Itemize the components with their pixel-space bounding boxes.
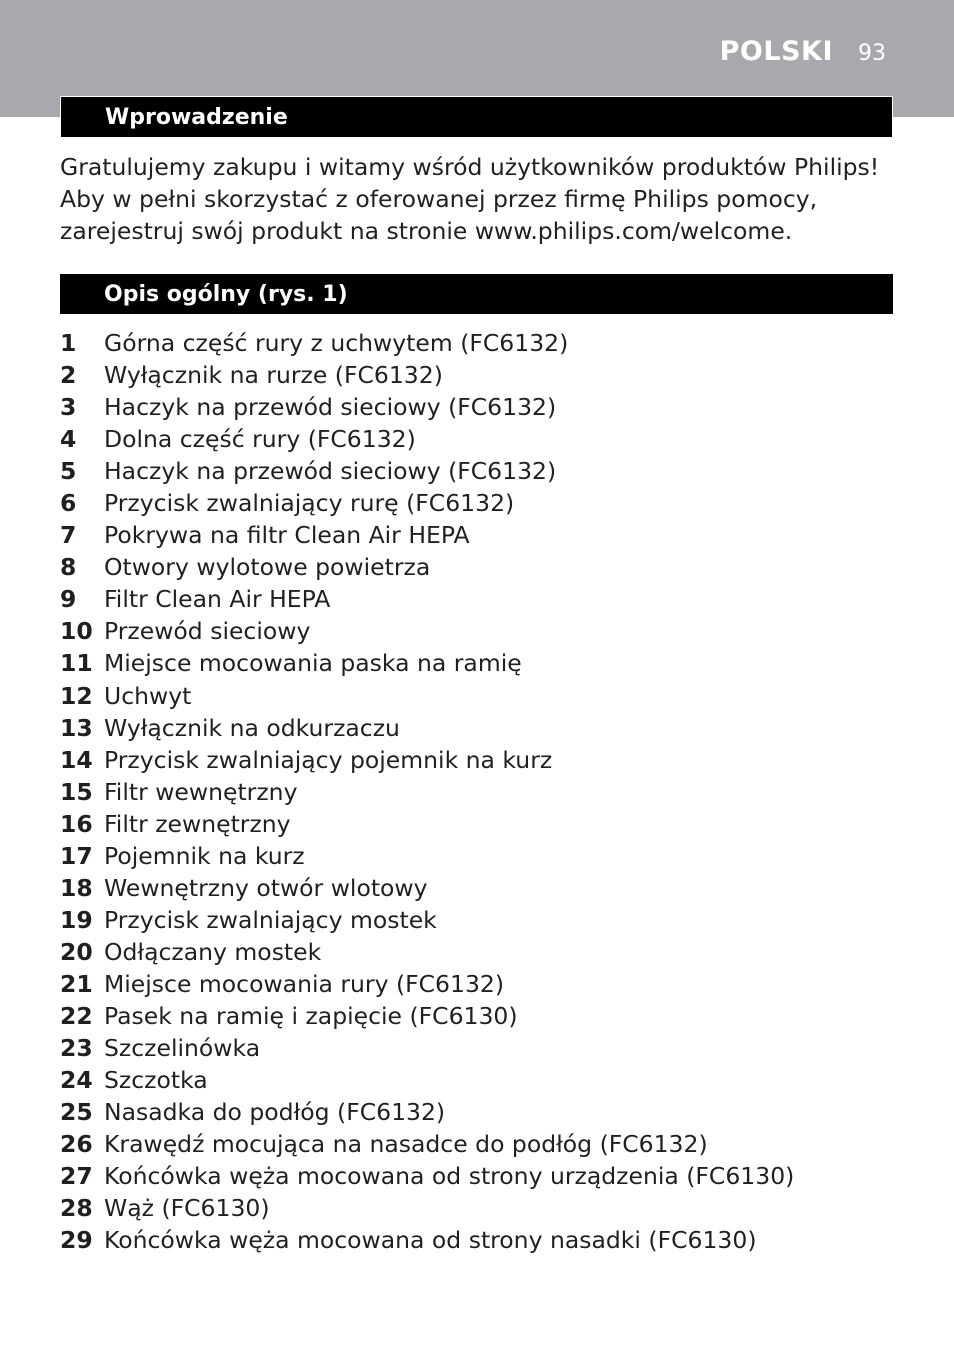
page-number: 93 bbox=[858, 41, 886, 66]
parts-list-item bbox=[60, 1000, 920, 1032]
parts-list-item bbox=[60, 840, 920, 872]
section-heading-introduction: Wprowadzenie bbox=[60, 96, 893, 138]
part-description: Miejsce mocowania paska na ramię bbox=[104, 649, 522, 678]
part-description: Filtr zewnętrzny bbox=[104, 809, 291, 838]
parts-list-item bbox=[60, 680, 920, 712]
part-description: Końcówka węża mocowana od strony nasadki (FC6130) bbox=[104, 1226, 757, 1255]
parts-list-item bbox=[60, 1128, 920, 1160]
part-number: 26 bbox=[60, 1130, 93, 1159]
part-number: 28 bbox=[60, 1194, 93, 1223]
part-number: 17 bbox=[60, 841, 93, 870]
part-description: Otwory wylotowe powietrza bbox=[104, 553, 431, 582]
part-description: Haczyk na przewód sieciowy (FC6132) bbox=[104, 457, 557, 486]
parts-list-item bbox=[60, 744, 920, 776]
part-number: 5 bbox=[60, 457, 77, 486]
part-description: Odłączany mostek bbox=[104, 937, 322, 966]
part-description: Wyłącznik na odkurzaczu bbox=[104, 713, 400, 742]
parts-list-item bbox=[60, 776, 920, 808]
part-number: 11 bbox=[60, 649, 93, 678]
parts-list-item bbox=[60, 487, 920, 519]
part-number: 19 bbox=[60, 905, 93, 934]
part-number: 12 bbox=[60, 681, 93, 710]
parts-list-item bbox=[60, 1032, 920, 1064]
parts-list-item bbox=[60, 712, 920, 744]
part-number: 7 bbox=[60, 521, 77, 550]
parts-list-item bbox=[60, 551, 920, 583]
part-number: 25 bbox=[60, 1098, 93, 1127]
part-number: 24 bbox=[60, 1066, 93, 1095]
parts-list-item bbox=[60, 455, 920, 487]
parts-list-item bbox=[60, 359, 920, 391]
parts-list-item bbox=[60, 872, 920, 904]
part-number: 15 bbox=[60, 777, 93, 806]
part-description: Przycisk zwalniający rurę (FC6132) bbox=[104, 489, 515, 518]
parts-list-item bbox=[60, 904, 920, 936]
part-description: Pojemnik na kurz bbox=[104, 841, 305, 870]
part-number: 1 bbox=[60, 329, 77, 357]
part-description: Wyłącznik na rurze (FC6132) bbox=[104, 361, 443, 390]
part-number: 10 bbox=[60, 617, 93, 646]
part-number: 27 bbox=[60, 1162, 93, 1191]
part-description: Pokrywa na filtr Clean Air HEPA bbox=[104, 521, 470, 550]
part-description: Końcówka węża mocowana od strony urządzenia (FC6130) bbox=[104, 1162, 795, 1191]
part-description: Nasadka do podłóg (FC6132) bbox=[104, 1098, 446, 1127]
part-number: 14 bbox=[60, 745, 93, 774]
part-number: 2 bbox=[60, 361, 77, 390]
intro-line: zarejestruj swój produkt na stronie www.philips.com/welcome. bbox=[60, 217, 793, 245]
parts-list-item bbox=[60, 519, 920, 551]
parts-list-item bbox=[60, 327, 920, 359]
part-description: Haczyk na przewód sieciowy (FC6132) bbox=[104, 393, 557, 422]
part-number: 4 bbox=[60, 425, 77, 454]
part-number: 20 bbox=[60, 937, 93, 966]
parts-list-item bbox=[60, 1160, 920, 1192]
part-description: Dolna część rury (FC6132) bbox=[104, 425, 416, 454]
part-description: Przycisk zwalniający pojemnik na kurz bbox=[104, 745, 553, 774]
parts-list-item bbox=[60, 391, 920, 423]
intro-line: Aby w pełni skorzystać z oferowanej przez firmę Philips pomocy, bbox=[60, 185, 818, 213]
part-number: 21 bbox=[60, 969, 93, 998]
part-number: 6 bbox=[60, 489, 77, 518]
part-description: Przycisk zwalniający mostek bbox=[104, 905, 437, 934]
part-description: Uchwyt bbox=[104, 681, 192, 710]
parts-list-item bbox=[60, 936, 920, 968]
parts-list-item bbox=[60, 968, 920, 1000]
part-description: Pasek na ramię i zapięcie (FC6130) bbox=[104, 1001, 518, 1030]
parts-list bbox=[60, 327, 920, 1256]
part-description: Krawędź mocująca na nasadce do podłóg (FC6132) bbox=[104, 1130, 708, 1159]
parts-list-item bbox=[60, 583, 920, 615]
intro-line: Gratulujemy zakupu i witamy wśród użytkowników produktów Philips! bbox=[60, 153, 880, 181]
parts-list-item bbox=[60, 808, 920, 840]
part-number: 16 bbox=[60, 809, 93, 838]
part-number: 8 bbox=[60, 553, 77, 582]
part-description: Szczotka bbox=[104, 1066, 208, 1095]
part-description: Wąż (FC6130) bbox=[104, 1194, 270, 1223]
part-description: Wewnętrzny otwór wlotowy bbox=[104, 873, 428, 902]
part-description: Przewód sieciowy bbox=[104, 617, 311, 646]
part-number: 29 bbox=[60, 1226, 93, 1255]
part-description: Filtr Clean Air HEPA bbox=[104, 585, 331, 614]
section-heading-general-description: Opis ogólny (rys. 1) bbox=[60, 274, 893, 314]
parts-list-item bbox=[60, 647, 920, 679]
part-number: 9 bbox=[60, 585, 77, 614]
part-description: Górna część rury z uchwytem (FC6132) bbox=[104, 329, 569, 357]
parts-list-item bbox=[60, 1096, 920, 1128]
parts-list-item bbox=[60, 1064, 920, 1096]
part-description: Miejsce mocowania rury (FC6132) bbox=[104, 969, 505, 998]
part-description: Filtr wewnętrzny bbox=[104, 777, 298, 806]
intro-paragraph bbox=[60, 151, 920, 247]
parts-list-item bbox=[60, 1192, 920, 1224]
part-number: 3 bbox=[60, 393, 77, 422]
part-number: 23 bbox=[60, 1034, 93, 1063]
parts-list-item bbox=[60, 615, 920, 647]
part-number: 18 bbox=[60, 873, 93, 902]
part-number: 22 bbox=[60, 1001, 93, 1030]
part-description: Szczelinówka bbox=[104, 1034, 261, 1063]
parts-list-item bbox=[60, 1224, 920, 1256]
parts-list-item bbox=[60, 423, 920, 455]
language-title: POLSKI bbox=[719, 36, 833, 67]
part-number: 13 bbox=[60, 713, 93, 742]
